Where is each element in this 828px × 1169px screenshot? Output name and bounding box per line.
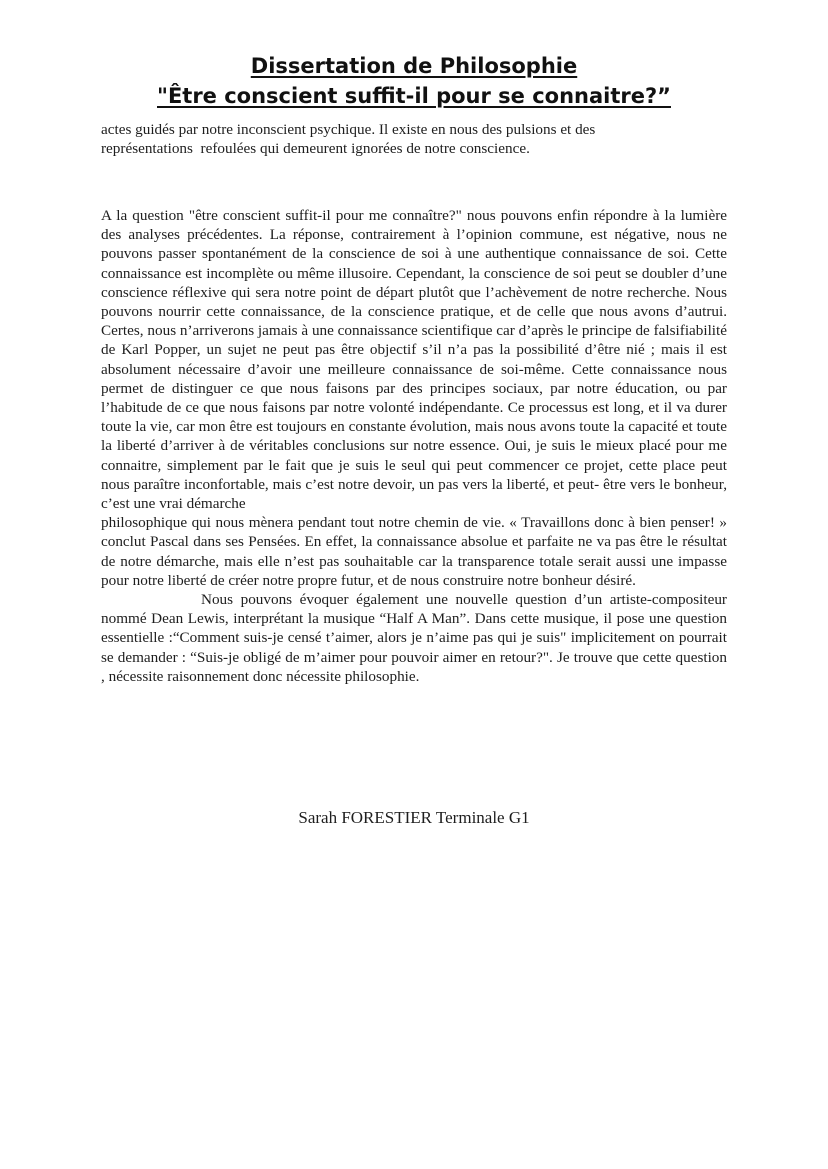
document-header bbox=[0, 51, 828, 111]
conclusion-paragraph-2: philosophique qui nous mènera pendant tout notre chemin de vie. « Travaillons donc à bien penser! » conclut Pascal dans ses Pensées. En effet, la connaissance absolue et parfaite ne va pas être le résultat de notre démarche, mais elle n’est pas souhaitable car la transparence totale serait aussi une impasse pour notre liberté de créer notre propre futur, et de nous construire notre bonheur désiré. bbox=[101, 514, 727, 589]
conclusion-block bbox=[101, 206, 727, 686]
intro-line-1: actes guidés par notre inconscient psychique. Il existe en nous des pulsions et des bbox=[101, 121, 596, 138]
document-subtitle: "Être conscient suffit-il pour se connaitre?” bbox=[157, 84, 671, 108]
document-title: Dissertation de Philosophie bbox=[250, 54, 578, 78]
conclusion-paragraph-3: Nous pouvons évoquer également une nouvelle question d’un artiste-compositeur nommé Dean Lewis, interprétant la musique “Half A Man”. Dans cette musique, il pose une question essentielle :“Comment suis-je censé t’aimer, alors je n’aime pas qui je suis" implicitement on pourrait se demander : “Suis-je obligé de m’aimer pour pouvoir aimer en retour?". Je trouve que cette question , nécessite raisonnement donc nécessite philosophie. bbox=[101, 591, 727, 685]
intro-block bbox=[101, 120, 721, 158]
intro-line-2: représentations refoulées qui demeurent ignorées de notre conscience. bbox=[101, 140, 530, 158]
author-signature: Sarah FORESTIER Terminale G1 bbox=[298, 808, 530, 827]
conclusion-paragraph-1: A la question "être conscient suffit-il pour me connaître?" nous pouvons enfin répondre à la lumière des analyses précédentes. La réponse, contrairement à l’opinion commune, est négative, nous ne pouvons passer spontanément de la conscience de soi à une authentique connaissance de soi. Cette connaissance est incomplète ou même illusoire. Cependant, la conscience de soi peut se doubler d’une conscience réflexive qui sera notre point de départ plutôt que l’achèvement de notre recherche. Nous pouvons nourrir cette connaissance, de la conscience pratique, et de celle que nous avons d’autrui. Certes, nous n’arriverons jamais à une connaissance scientifique car d’après le principe de falsifiabilité de Karl Popper, un sujet ne peut pas être objectif s’il n’a pas la possibilité d’être nié ; mais il est absolument nécessaire d’avoir une meilleure connaissance de soi-même. Cette connaissance nous permet de distinguer ce que nous faisons par des principes sociaux, par notre éducation, ou par l’habitude de ce que nous faisons par notre volonté indépendante. Ce processus est long, et il va durer toute la vie, car mon être est toujours en constante évolution, mais nous avons toute la capacité et toute la liberté d’arriver à de véritables conclusions sur notre essence. Oui, je suis le mieux placé pour me connaitre, simplement par le fait que je suis le seul qui peut commencer ce projet, cette place peut nous paraître inconfortable, mais c’est notre devoir, un pas vers la liberté, et peut- être vers le bonheur, c’est une vrai démarche bbox=[101, 207, 727, 513]
